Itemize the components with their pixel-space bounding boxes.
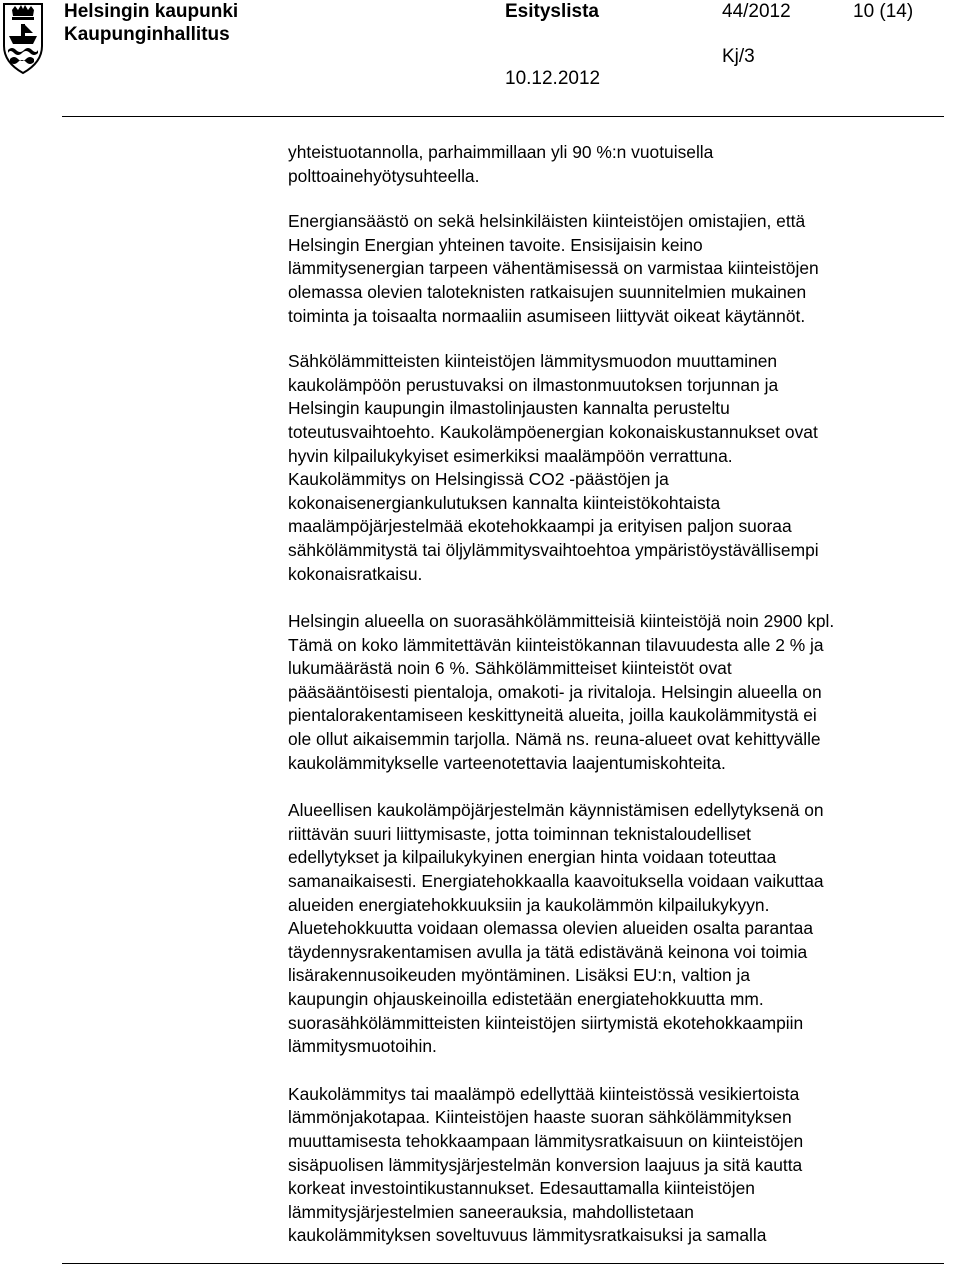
text-line: alueiden energiatehokkuuksiin ja kaukolämmön kilpailukykyyn. bbox=[288, 894, 770, 915]
footer-divider bbox=[62, 1263, 944, 1264]
organization-name: Helsingin kaupunki bbox=[64, 1, 239, 22]
text-line: lämmitysenergian tarpeen vähentämisessä on varmistaa kiinteistöjen bbox=[288, 258, 819, 279]
section-code: Kj/3 bbox=[722, 46, 755, 67]
text-line: Helsingin Energian yhteinen tavoite. Ensisijaisin keino bbox=[288, 234, 703, 255]
text-line: lämmitysmuotoihin. bbox=[288, 1036, 437, 1057]
text-line: Kaukolämmitys tai maalämpö edellyttää kiinteistössä vesikiertoista bbox=[288, 1083, 800, 1104]
paragraph bbox=[288, 1083, 938, 1248]
text-line: samanaikaisesti. Energiatehokkaalla kaavoituksella voidaan vaikuttaa bbox=[288, 871, 824, 892]
text-line: lisärakennusoikeuden myöntäminen. Lisäksi EU:n, valtion ja bbox=[288, 965, 751, 986]
text-line: Alueellisen kaukolämpöjärjestelmän käynnistämisen edellytyksenä on bbox=[288, 800, 824, 821]
text-line: maalämpöjärjestelmää ekotehokkaampi ja erityisen paljon suoraa bbox=[288, 516, 792, 537]
meeting-date: 10.12.2012 bbox=[505, 68, 601, 89]
text-line: sähkölämmitystä tai öljylämmitysvaihtoehtoa ympäristöystävällisempi bbox=[288, 539, 819, 560]
paragraph bbox=[288, 610, 938, 775]
text-line: lämmönjakotapaa. Kiinteistöjen haaste suoran sähkölämmityksen bbox=[288, 1107, 792, 1128]
issue-number: 44/2012 bbox=[722, 1, 791, 22]
text-line: Energiansäästö on sekä helsinkiläisten kiinteistöjen omistajien, että bbox=[288, 211, 806, 232]
text-line: kokonaisratkaisu. bbox=[288, 563, 423, 584]
text-line: hyvin kilpailukykyiset esimerkiksi maalämpöön verrattuna. bbox=[288, 445, 733, 466]
text-line: polttoainehyötysuhteella. bbox=[288, 165, 480, 186]
text-line: kaukolämmitykselle varteenotettavia laajentumiskohteita. bbox=[288, 752, 726, 773]
text-line: yhteistuotannolla, parhaimmillaan yli 90 %:n vuotuisella bbox=[288, 142, 714, 162]
text-line: Aluetehokkuutta voidaan olemassa olevien alueiden osalta parantaa bbox=[288, 918, 813, 939]
text-line: täydennysrakentamisen avulla ja tätä edistävänä keinona voi toimia bbox=[288, 941, 808, 962]
text-line: kaupungin ohjauskeinoilla edistetään energiatehokkuutta mm. bbox=[288, 989, 764, 1009]
text-line: Tämä on koko lämmitettävän kiinteistökannan tilavuudesta alle 2 % ja bbox=[288, 634, 824, 655]
text-line: sisäpuolisen lämmitysjärjestelmän konversion laajuus ja sitä kautta bbox=[288, 1154, 803, 1175]
text-line: Sähkölämmitteisten kiinteistöjen lämmitysmuodon muuttaminen bbox=[288, 351, 778, 372]
paragraph bbox=[288, 799, 938, 1059]
text-line: suorasähkölämmitteisten kiinteistöjen siirtymistä ekotehokkaampiin bbox=[288, 1012, 804, 1033]
city-coat-of-arms-logo bbox=[0, 0, 46, 76]
text-line: kokonaisenergiankulutuksen kannalta kiinteistökohtaista bbox=[288, 492, 721, 513]
header-divider bbox=[62, 116, 944, 117]
text-line: Helsingin kaupungin ilmastolinjausten kannalta perusteltu bbox=[288, 398, 730, 419]
paragraph bbox=[288, 210, 938, 328]
text-line: riittävän suuri liittymisaste, jotta toiminnan teknistaloudelliset bbox=[288, 823, 751, 844]
text-line: toiminta ja toisaalta normaaliin asumiseen liittyvät oikeat käytännöt. bbox=[288, 305, 806, 326]
text-line: lämmitysjärjestelmien saneerauksia, mahdollistetaan bbox=[288, 1201, 694, 1222]
text-line: pääsääntöisesti pientaloja, omakoti- ja rivitaloja. Helsingin alueella on bbox=[288, 681, 822, 702]
paragraph bbox=[288, 141, 938, 188]
text-line: olemassa olevien taloteknisten ratkaisujen suunnitelmien mukainen bbox=[288, 281, 807, 302]
text-line: ole ollut aikaisemmin tarjolla. Nämä ns. reuna-alueet ovat kehittyvälle bbox=[288, 729, 821, 750]
text-line: lukumäärästä noin 6 %. Sähkölämmitteiset kiinteistöt ovat bbox=[288, 658, 732, 679]
paragraph bbox=[288, 350, 938, 586]
text-line: muuttamisesta tehokkaampaan lämmitysratkaisuun on kiinteistöjen bbox=[288, 1130, 804, 1151]
text-line: pientalorakentamiseen keskittyneitä alueita, joilla kaukolämmitystä ei bbox=[288, 705, 817, 726]
text-line: Kaukolämmitys on Helsingissä CO2 -päästöjen ja bbox=[288, 469, 669, 490]
text-line: kaukolämmityksen soveltuvuus lämmitysratkaisuksi ja samalla bbox=[288, 1225, 767, 1246]
document-body bbox=[288, 141, 938, 1270]
text-line: kaukolämpöön perustuvaksi on ilmastonmuutoksen torjunnan ja bbox=[288, 374, 779, 395]
text-line: toteutusvaihtoehto. Kaukolämpöenergian kokonaiskustannukset ovat bbox=[288, 421, 818, 442]
document-type: Esityslista bbox=[505, 1, 599, 22]
committee-name: Kaupunginhallitus bbox=[64, 24, 230, 45]
text-line: Helsingin alueella on suorasähkölämmitteisiä kiinteistöjä noin 2900 kpl. bbox=[288, 611, 835, 632]
text-line: edellytykset ja kilpailukykyinen energian hinta voidaan toteuttaa bbox=[288, 847, 777, 868]
text-line: korkeat investointikustannukset. Edesauttamalla kiinteistöjen bbox=[288, 1178, 755, 1199]
page-number: 10 (14) bbox=[853, 1, 914, 22]
